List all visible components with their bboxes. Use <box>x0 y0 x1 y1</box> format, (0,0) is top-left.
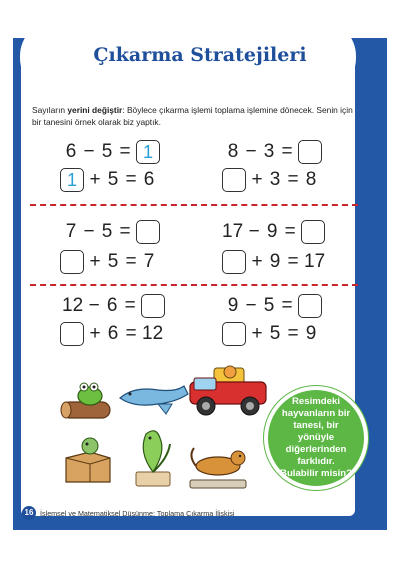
answer-box[interactable] <box>222 168 246 192</box>
sum: 17 <box>304 251 326 272</box>
minus-sign: − <box>245 141 257 162</box>
minus-sign: − <box>83 141 95 162</box>
minus-sign: − <box>83 221 95 242</box>
problem-3-addition <box>60 250 156 274</box>
problem-1-addition <box>60 168 156 192</box>
minus-sign: − <box>245 295 257 316</box>
sum: 7 <box>143 251 155 272</box>
minuend: 7 <box>65 221 77 242</box>
sum: 6 <box>143 169 155 190</box>
page-number: 16 <box>22 506 36 520</box>
subtrahend: 9 <box>266 221 278 242</box>
instruction-part2: : Böylece çıkarma işlemi toplama işlemine dönecek. Senin için bir tanesini örnek olarak biz yaptık. <box>32 105 353 127</box>
truck-with-animals-illustration[interactable] <box>184 360 272 420</box>
problem-4-addition <box>222 250 325 274</box>
equals-sign: = <box>119 141 131 162</box>
addend: 9 <box>269 251 281 272</box>
equals-sign: = <box>284 221 296 242</box>
seal-illustration[interactable] <box>114 376 192 416</box>
equals-sign: = <box>287 251 299 272</box>
hint-bubble <box>264 386 368 490</box>
equals-sign: = <box>281 295 293 316</box>
dashed-divider <box>30 204 358 206</box>
problem-5-subtraction <box>62 294 165 318</box>
subtrahend: 5 <box>263 295 275 316</box>
minus-sign: − <box>88 295 100 316</box>
answer-box[interactable] <box>60 250 84 274</box>
answer-box[interactable] <box>60 322 84 346</box>
equals-sign: = <box>281 141 293 162</box>
plus-sign: + <box>89 251 101 272</box>
footer-text: İşlemsel ve Matematiksel Düşünme: Toplama Çıkarma İlişkisi <box>40 509 235 518</box>
answer-box[interactable] <box>136 220 160 244</box>
answer-box[interactable]: 1 <box>60 168 84 192</box>
subtrahend: 5 <box>101 221 113 242</box>
plus-sign: + <box>251 251 263 272</box>
instruction-bold: yerini değiştir <box>67 105 123 115</box>
answer-box[interactable] <box>141 294 165 318</box>
problem-1-subtraction <box>64 140 160 164</box>
problem-5-addition <box>60 322 163 346</box>
problem-4-subtraction <box>222 220 325 244</box>
answer-box[interactable]: 1 <box>136 140 160 164</box>
minuend: 17 <box>222 221 244 242</box>
problem-6-addition <box>222 322 318 346</box>
addend: 5 <box>269 323 281 344</box>
dashed-divider <box>30 284 358 286</box>
cardboard-box-animal-illustration[interactable] <box>60 432 116 486</box>
sum: 9 <box>305 323 317 344</box>
plus-sign: + <box>251 169 263 190</box>
addend: 5 <box>107 169 119 190</box>
answer-box[interactable] <box>298 294 322 318</box>
subtrahend: 5 <box>101 141 113 162</box>
cat-on-stool-illustration[interactable] <box>184 436 256 492</box>
problem-3-subtraction <box>64 220 160 244</box>
subtrahend: 3 <box>263 141 275 162</box>
equals-sign: = <box>125 169 137 190</box>
problem-2-addition <box>222 168 318 192</box>
green-plant-animal-illustration[interactable] <box>128 422 178 488</box>
sum: 8 <box>305 169 317 190</box>
answer-box[interactable] <box>301 220 325 244</box>
addend: 3 <box>269 169 281 190</box>
instruction-part1: Sayıların <box>32 105 68 115</box>
page-title: Çıkarma Stratejileri <box>93 44 307 66</box>
minus-sign: − <box>248 221 260 242</box>
plus-sign: + <box>89 323 101 344</box>
frog-on-log-illustration[interactable] <box>56 378 116 424</box>
equals-sign: = <box>119 221 131 242</box>
equals-sign: = <box>124 295 136 316</box>
instruction-text <box>32 104 364 128</box>
addend: 6 <box>107 323 119 344</box>
plus-sign: + <box>89 169 101 190</box>
plus-sign: + <box>251 323 263 344</box>
equals-sign: = <box>125 251 137 272</box>
equals-sign: = <box>125 323 137 344</box>
answer-box[interactable] <box>222 322 246 346</box>
minuend: 9 <box>227 295 239 316</box>
problem-2-subtraction <box>226 140 322 164</box>
subtrahend: 6 <box>106 295 118 316</box>
addend: 5 <box>107 251 119 272</box>
problem-6-subtraction <box>226 294 322 318</box>
minuend: 6 <box>65 141 77 162</box>
minuend: 8 <box>227 141 239 162</box>
equals-sign: = <box>287 169 299 190</box>
sum: 12 <box>142 323 164 344</box>
hint-text: Resimdeki hayvanların bir tanesi, bir yönüyle diğerlerinden farklıdır. Bulabilir misin? <box>280 396 352 479</box>
minuend: 12 <box>62 295 84 316</box>
answer-box[interactable] <box>298 140 322 164</box>
equals-sign: = <box>287 323 299 344</box>
title-banner <box>20 20 356 94</box>
answer-box[interactable] <box>222 250 246 274</box>
